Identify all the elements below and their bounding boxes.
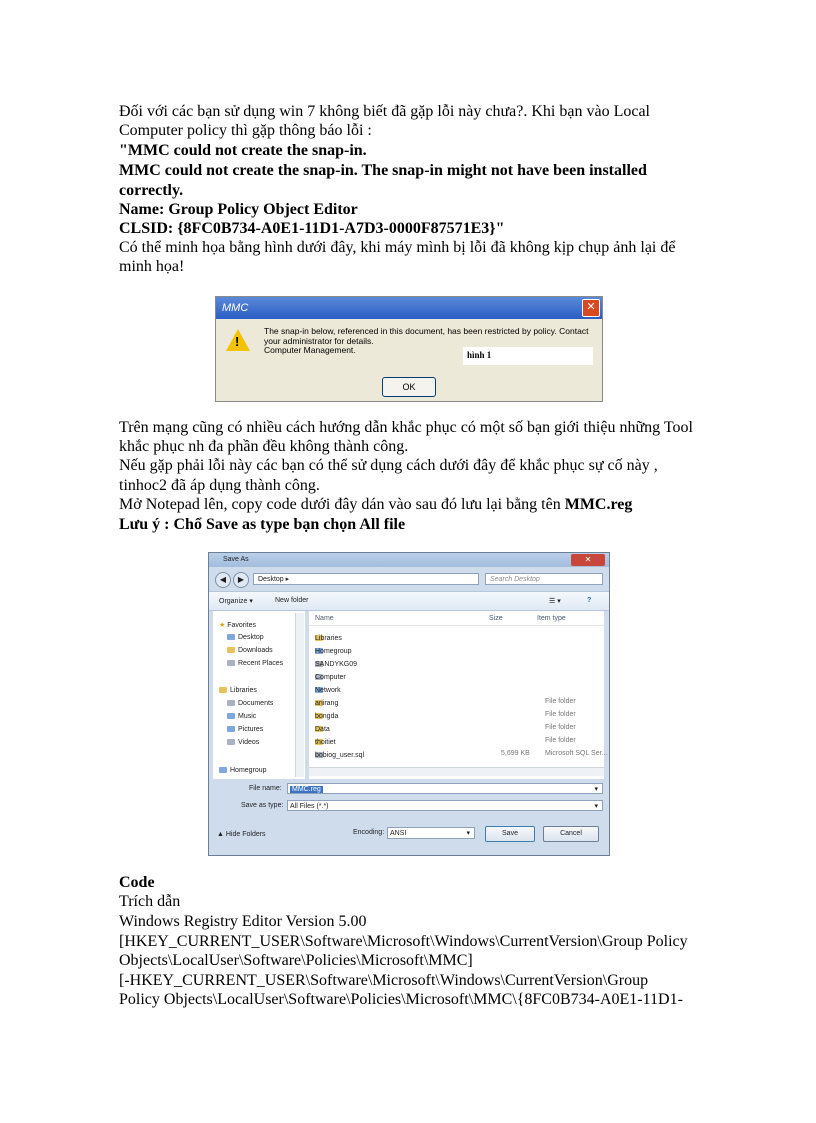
nav-documents: Documents	[227, 700, 273, 707]
column-size: Size	[489, 615, 503, 622]
navigation-pane	[213, 611, 305, 779]
nav-desktop: Desktop	[227, 634, 264, 641]
body-line-2: khắc phục nh đa phần đều không thành công.	[119, 438, 409, 455]
close-icon: ✕	[582, 299, 600, 317]
nav-scrollbar	[295, 613, 304, 777]
organize-button: Organize ▾	[219, 598, 253, 605]
mmc-dialog-screenshot	[215, 296, 603, 402]
code-line-2: [HKEY_CURRENT_USER\Software\Microsoft\Windows\CurrentVersion\Group Policy	[119, 933, 688, 950]
file-name-input: MMC.reg ▾	[287, 783, 603, 794]
quote-label: Trích dẫn	[119, 893, 181, 910]
body-line-5-text: Mở Notepad lên, copy code dưới đây dán vào sau đó lưu lại bằng tên	[119, 496, 565, 513]
views-icon: ☰ ▾	[549, 598, 561, 605]
error-clsid-line: CLSID: {8FC0B734-A0E1-11D1-A7D3-0000F87571E3}"	[119, 220, 505, 237]
encoding-label: Encoding:	[353, 829, 385, 836]
file-row: ariirang File folder	[315, 698, 576, 707]
file-row: Network	[315, 687, 341, 694]
figure-caption: hình 1	[463, 347, 593, 365]
filename-bold: MMC.reg	[564, 496, 633, 513]
save-button: Save	[485, 826, 535, 842]
mmc-message-line-2: your administrator for details.	[264, 335, 374, 346]
body-line-4: tinhoc2 đã áp dụng thành công.	[119, 477, 320, 494]
save-as-title-bar	[209, 553, 609, 567]
save-as-dialog-screenshot	[208, 552, 610, 856]
error-line-1: "MMC could not create the snap-in.	[119, 142, 367, 159]
address-row	[209, 569, 609, 589]
code-line-3: Objects\LocalUser\Software\Policies\Microsoft\MMC]	[119, 952, 473, 969]
file-row: Libraries	[315, 635, 342, 642]
help-icon: ?	[587, 597, 592, 604]
new-folder-button: New folder	[275, 597, 309, 604]
nav-homegroup: Homegroup	[219, 767, 267, 774]
nav-recent-places: Recent Places	[227, 660, 283, 667]
nav-videos: Videos	[227, 739, 259, 746]
mmc-message-line-1: The snap-in below, referenced in this document, has been restricted by policy. Contact	[264, 326, 589, 336]
intro-line-2: Computer policy thì gặp thông báo lỗi :	[119, 122, 372, 139]
horizontal-scrollbar	[309, 767, 604, 776]
file-list-header	[309, 611, 604, 626]
error-line-2: MMC could not create the snap-in. The snap-in might not have been installed	[119, 162, 647, 179]
mmc-title-bar	[216, 297, 602, 319]
file-row: Homegroup	[315, 648, 352, 655]
mmc-title: MMC	[222, 302, 249, 314]
mmc-message-line-3: Computer Management.	[264, 345, 356, 355]
file-row: Data File folder	[315, 724, 576, 733]
file-name-label: File name:	[249, 785, 282, 792]
file-row: thoitiet File folder	[315, 737, 576, 746]
illustration-line-1: Có thể minh họa bằng hình dưới đây, khi máy mình bị lỗi đã không kịp chụp ảnh lại để	[119, 239, 676, 256]
save-as-title: Save As	[223, 556, 249, 563]
body-line-5	[119, 495, 719, 515]
nav-music: Music	[227, 713, 256, 720]
nav-downloads: Downloads	[227, 647, 273, 654]
nav-libraries: Libraries	[219, 687, 257, 694]
nav-pictures: Pictures	[227, 726, 263, 733]
code-line-1: Windows Registry Editor Version 5.00	[119, 913, 367, 930]
code-line-5: Policy Objects\LocalUser\Software\Policies\Microsoft\MMC\{8FC0B734-A0E1-11D1-	[119, 991, 683, 1008]
error-line-3: correctly.	[119, 182, 184, 199]
body-line-3: Nếu gặp phải lỗi này các bạn có thể sử dụng cách dưới đây để khắc phục sự cố này ,	[119, 457, 658, 474]
error-name-line: Name: Group Policy Object Editor	[119, 201, 358, 218]
back-icon: ◀	[215, 572, 231, 588]
file-row: bobiog_user.sql 5,699 KB Microsoft SQL Ser...	[315, 750, 608, 759]
warning-icon: !	[226, 329, 250, 351]
column-type: Item type	[537, 615, 566, 622]
file-row: bongda File folder	[315, 711, 576, 720]
illustration-line-2: minh họa!	[119, 258, 185, 275]
save-type-label: Save as type:	[241, 802, 284, 809]
encoding-select: ANSI ▾	[387, 827, 475, 839]
file-row: SANDYKG09	[315, 661, 358, 668]
forward-icon: ▶	[233, 572, 249, 588]
save-type-select: All Files (*.*) ▾	[287, 800, 603, 811]
nav-favorites: ★ Favorites	[219, 622, 257, 629]
ok-button: OK	[382, 377, 436, 397]
address-bar: Desktop ▸	[253, 573, 479, 585]
toolbar	[209, 591, 609, 611]
cancel-button: Cancel	[543, 826, 599, 842]
intro-line-1: Đối với các bạn sử dụng win 7 không biết đã gặp lỗi này chưa?. Khi bạn vào Local	[119, 103, 650, 120]
code-heading: Code	[119, 874, 155, 891]
close-icon: ✕	[571, 554, 605, 566]
file-row: Computer	[315, 674, 346, 681]
file-list	[309, 611, 608, 779]
column-name: Name	[315, 615, 334, 622]
hide-folders-button: ▲ Hide Folders	[217, 831, 266, 838]
note-line: Lưu ý : Chổ Save as type bạn chọn All file	[119, 516, 406, 533]
code-line-4: [-HKEY_CURRENT_USER\Software\Microsoft\Windows\CurrentVersion\Group	[119, 972, 649, 989]
body-line-1: Trên mạng cũng có nhiều cách hướng dẫn khắc phục có một số bạn giới thiệu những Tool	[119, 419, 693, 436]
search-input: Search Desktop	[485, 573, 603, 585]
